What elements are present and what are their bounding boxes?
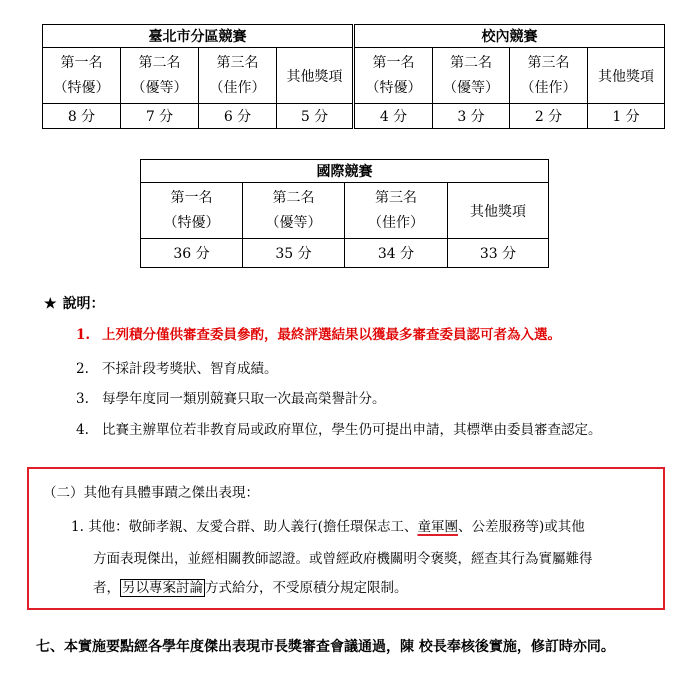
- rank-cell: 第二名 （優等）: [243, 183, 345, 239]
- rank-cell: 第一名 （特優）: [355, 48, 433, 104]
- rank-cell: 第二名 （優等）: [433, 48, 510, 104]
- case-discussion-boxed: 另以專案討論: [122, 580, 203, 596]
- section-heading: （二）其他有具體事蹟之傑出表現：: [43, 485, 259, 501]
- note-item: 4. 比賽主辦單位若非教育局或政府單位，學生仍可提出申請，其標準由委員審查認定。: [76, 422, 602, 438]
- score-cell: 4 分: [355, 104, 433, 129]
- rank-cell: 第三名 （佳作）: [199, 48, 277, 104]
- rank-cell: 其他獎項: [277, 48, 353, 104]
- regional-school-score-table: [42, 24, 665, 129]
- score-cell: 35 分: [243, 239, 345, 268]
- score-cell: 8 分: [43, 104, 121, 129]
- school-competition-header: 校內競賽: [355, 25, 665, 48]
- rank-cell: 第二名 （優等）: [121, 48, 199, 104]
- item-line-3: 者， 另以專案討論 方式給分，不受原積分規定限制。: [93, 580, 408, 596]
- rank-cell: 其他獎項: [588, 48, 665, 104]
- score-cell: 6 分: [199, 104, 277, 129]
- star-icon: ★: [44, 296, 57, 312]
- regional-competition-header: 臺北市分區競賽: [43, 25, 353, 48]
- item-line-2: 方面表現傑出，並經相關教師認證。或曾經政府機關明令褒獎，經查其行為實屬難得: [93, 551, 593, 567]
- international-score-table: [140, 159, 549, 268]
- notes-heading: [44, 293, 105, 313]
- notes-label: 說明：: [62, 296, 105, 312]
- score-cell: 2 分: [510, 104, 588, 129]
- note-item: 2. 不採計段考獎狀、智育成績。: [76, 361, 278, 377]
- rank-cell: 第三名 （佳作）: [510, 48, 588, 104]
- international-competition-header: 國際競賽: [141, 160, 549, 183]
- score-cell: 5 分: [277, 104, 353, 129]
- rank-cell: 其他獎項: [448, 183, 549, 239]
- note-item: 1. 上列積分僅供審查委員參酌，最終評選結果以獲最多審查委員認可者為入選。: [76, 327, 561, 343]
- rank-cell: 第三名 （佳作）: [345, 183, 448, 239]
- score-cell: 7 分: [121, 104, 199, 129]
- scouts-underlined: 童軍團: [417, 519, 458, 535]
- implementation-note: 七、本實施要點經各學年度傑出表現市長獎審查會議通過，陳 校長奉核後實施，修訂時亦同。: [36, 639, 615, 655]
- item-line-1: 1. 其他：敬師孝親、友愛合群、助人義行(擔任環保志工、童軍團、公差服務等)或其他: [71, 519, 585, 535]
- score-cell: 33 分: [448, 239, 549, 268]
- score-cell: 1 分: [588, 104, 665, 129]
- note-item: 3. 每學年度同一類別競賽只取一次最高榮譽計分。: [76, 391, 386, 407]
- score-cell: 34 分: [345, 239, 448, 268]
- rank-cell: 第一名 （特優）: [141, 183, 243, 239]
- score-cell: 36 分: [141, 239, 243, 268]
- rank-cell: 第一名 （特優）: [43, 48, 121, 104]
- outstanding-performance-box: [27, 467, 665, 610]
- score-cell: 3 分: [433, 104, 510, 129]
